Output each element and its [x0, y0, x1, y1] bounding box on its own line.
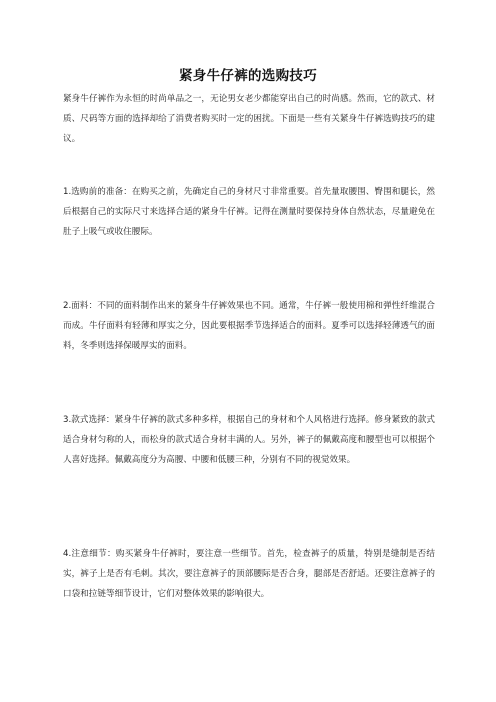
paragraph-fabric: 2.面料：不同的面料制作出来的紧身牛仔裤效果也不同。通常，牛仔裤一般使用棉和弹性纤维混合而成。牛仔面料有轻薄和厚实之分，因此要根据季节选择适合的面料。夏季可以选择轻薄透气的面料，冬季则选择保暖厚实的面料。	[63, 301, 435, 351]
document-title: 紧身牛仔裤的选购技巧	[179, 68, 317, 84]
paragraph-style: 3.款式选择：紧身牛仔裤的款式多种多样，根据自己的身材和个人风格进行选择。修身紧致的款式适合身材匀称的人，而松身的款式适合身材丰满的人。另外，裤子的佩戴高度和腰型也可以根据个人喜好选择。佩戴高度分为高腰、中腰和低腰三种，分别有不同的视觉效果。	[63, 415, 435, 465]
paragraph-details: 4.注意细节：购买紧身牛仔裤时，要注意一些细节。首先，检查裤子的质量，特别是缝制是否结实，裤子上是否有毛刺。其次，要注意裤子的顶部腰际是否合身，腿部是否舒适。还要注意裤子的口袋和拉链等细节设计，它们对整体效果的影响很大。	[63, 549, 435, 599]
paragraph-preparation: 1.选购前的准备：在购买之前，先确定自己的身材尺寸非常重要。首先量取腰围、臀围和腿长，然后根据自己的实际尺寸来选择合适的紧身牛仔裤。记得在测量时要保持身体自然状态，尽量避免在肚子上吸气或收住腰际。	[63, 187, 435, 237]
intro-paragraph: 紧身牛仔裤作为永恒的时尚单品之一，无论男女老少都能穿出自己的时尚感。然而，它的款式、材质、尺码等方面的选择却给了消费者购买时一定的困扰。下面是一些有关紧身牛仔裤选购技巧的建议。	[63, 94, 435, 144]
